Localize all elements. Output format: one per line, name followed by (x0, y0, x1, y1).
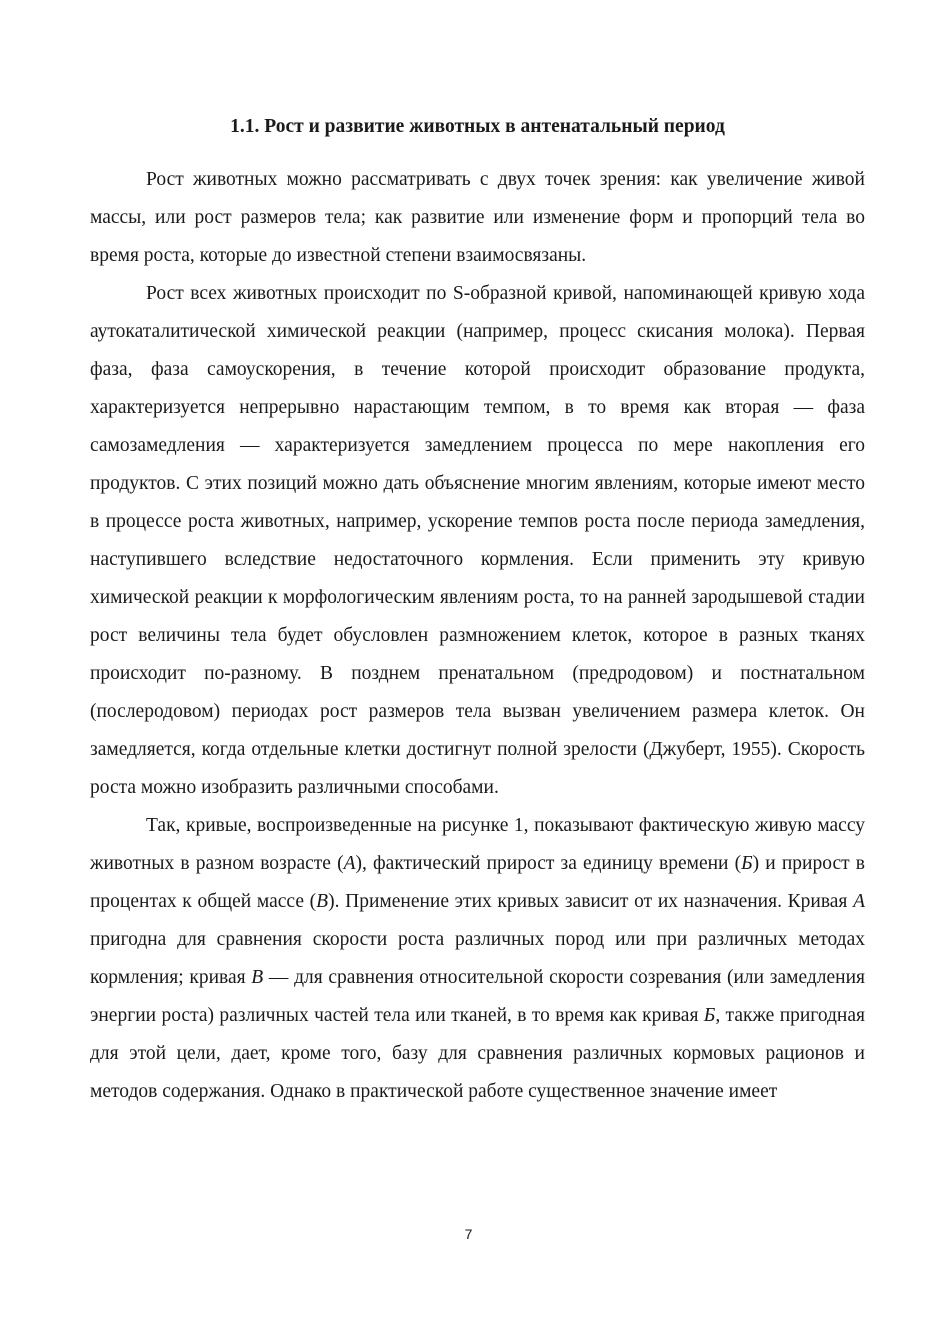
text-run: — для сравнения относительной скорости созревания (или замедления энергии роста) различных частей тела или тканей, в то время как кривая (90, 967, 865, 1026)
curve-label-v: В (251, 967, 264, 988)
curve-label-a: А (343, 853, 356, 874)
paragraph-s-curve: Рост всех животных происходит по S-образной кривой, напоминающей кривую хода аутокаталитической химической реакции (например, процесс скисания молока). Первая фаза, фаза самоускорения, в течение которой происходит образование продукта, характеризуется непрерывно нарастающим темпом, в то время как вторая — фаза самозамедления — характеризуется замедлением процесса по мере накопления его продуктов. С этих позиций можно дать объяснение многим явлениям, которые имеют место в процессе роста животных, например, ускорение темпов роста после периода замедления, наступившего вследствие недостаточного кормления. Если применить эту кривую химической реакции к морфологическим явлениям роста, то на ранней зародышевой стадии рост величины тела будет обусловлен размножением клеток, которое в разных тканях происходит по-разному. В позднем пренатальном (предродовом) и постнатальном (послеродовом) периодах рост размеров тела вызван увеличением размера клеток. Он замедляется, когда отдельные клетки достигнут полной зрелости (Джуберт, 1955). Скорость роста можно изобразить различными способами. (90, 283, 865, 798)
curve-label-b: Б (703, 1005, 716, 1026)
section-title: 1.1. Рост и развитие животных в антенатальный период (230, 116, 725, 137)
text-run: , также пригодная для этой цели, дает, кроме того, базу для сравнения различных кормовых рационов и методов содержания. Однако в практической работе существенное значение имеет (90, 1005, 865, 1102)
document-page (90, 108, 865, 1111)
curve-label-a: А (853, 891, 866, 912)
text-run: Так, кривые, воспроизведенные на рисунке 1, показывают фактическую живую массу животных в разном возрасте ( (90, 815, 865, 874)
text-run: ) и прирост в процентах к общей массе ( (90, 853, 866, 912)
curve-label-v: В (316, 891, 329, 912)
text-run: пригодна для сравнения скорости роста различных пород или при различных методах кормления; кривая (90, 929, 865, 988)
page-number: 7 (464, 1226, 473, 1242)
paragraph-growth-curves (90, 807, 865, 1111)
curve-label-b: Б (741, 853, 753, 874)
paragraph-growth-definition: Рост животных можно рассматривать с двух точек зрения: как увеличение живой массы, или рост размеров тела; как развитие или изменение форм и пропорций тела во время роста, которые до известной степени взаимосвязаны. (90, 169, 865, 266)
text-run: ). Применение этих кривых зависит от их назначения. Кривая (328, 891, 854, 912)
text-run: ), фактический прирост за единицу времени ( (355, 853, 742, 874)
